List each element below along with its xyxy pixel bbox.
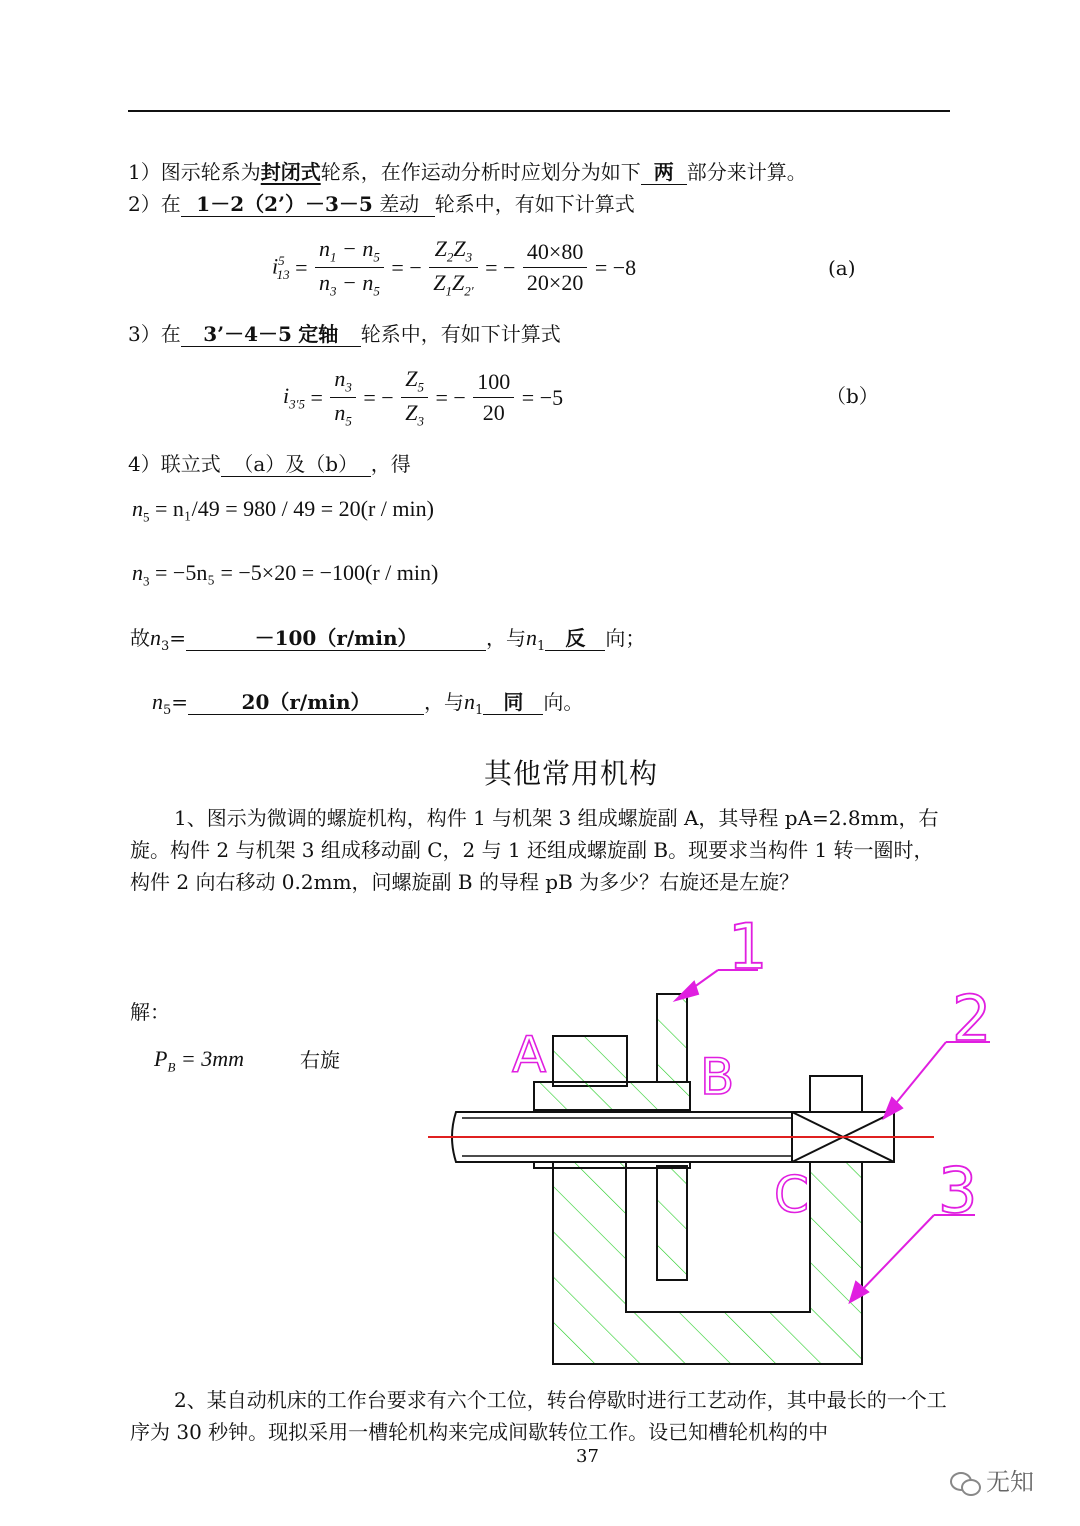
equation-a: $i^5_{13}$ = $\frac{n_1 - n_5}{n_3 - n_5}$ = − $\frac{Z_2Z_3}{Z_1Z_{2'}}$ = − $\frac{40\times 80}{20\times 20}$ = −8 <box>272 236 637 299</box>
wechat-watermark: 无知 <box>950 1462 1034 1497</box>
problem-2-text: 2、某自动机床的工作台要求有六个工位，转台停歇时进行工艺动作，其中最长的一个工序为 30 秒钟。现拟采用一槽轮机构来完成间歇转位工作。设已知槽轮机构的中 <box>130 1388 947 1444</box>
page-number: 37 <box>576 1446 599 1467</box>
wechat-icon <box>950 1472 980 1494</box>
problem-1-text: 1、图示为微调的螺旋机构，构件 1 与机架 3 组成螺旋副 A，其导程 pA=2.8mm，右旋。构件 2 与机架 3 组成移动副 C，2 与 1 还组成螺旋副 B。现要求当构件 1 转一圈时，构件 2 向右移动 0.2mm，问螺旋副 B 的导程 pB 为多少？右旋还是左旋？ <box>130 806 939 894</box>
label-B: B <box>700 1048 735 1106</box>
equation-a-label: (a) <box>828 256 856 280</box>
equation-n5: $n_5 = n_1/49 = 980 / 49 = 20(r / \min)$ <box>132 496 434 525</box>
label-1: 1 <box>728 910 768 983</box>
answer-line-3: 3）在 3’－4－5 定轴 轮系中，有如下计算式 <box>128 322 561 346</box>
label-2: 2 <box>952 982 992 1055</box>
label-C: C <box>774 1166 809 1224</box>
label-A: A <box>512 1026 547 1084</box>
equation-b: $i_{3'5}$ = $\frac{n_3}{n_5}$ = − $\frac{Z_5}{Z_3}$ = − $\frac{100}{20}$ = −5 <box>283 366 564 429</box>
answer-line-2: 2）在 1－2（2’）－3－5 差动 轮系中，有如下计算式 <box>128 192 635 216</box>
solution-label: 解： <box>130 1000 170 1024</box>
result-n3: 故$n_3= -100(r/\min)$ ，与$n_1$ 反 向； <box>130 625 646 654</box>
answer-line-4: 4）联立式 （a）及（b） ，得 <box>128 452 411 476</box>
label-3: 3 <box>938 1154 978 1227</box>
result-n5: $n_5= 20(r/\min)$ ，与$n_1$ 同 向。 <box>152 689 584 718</box>
solution-hand: 右旋 <box>300 1048 340 1072</box>
answer-line-1: 1）图示轮系为封闭式轮系，在作运动分析时应划分为如下 两 部分来计算。 <box>128 160 807 184</box>
solution-answer: $P_B = 3mm$ <box>154 1046 245 1075</box>
equation-n3: $n_3 = -5n_5 = -5\times 20 = -100(r / \min)$ <box>132 560 439 589</box>
equation-b-label: （b） <box>826 384 879 408</box>
section-title: 其他常用机构 <box>484 757 659 790</box>
